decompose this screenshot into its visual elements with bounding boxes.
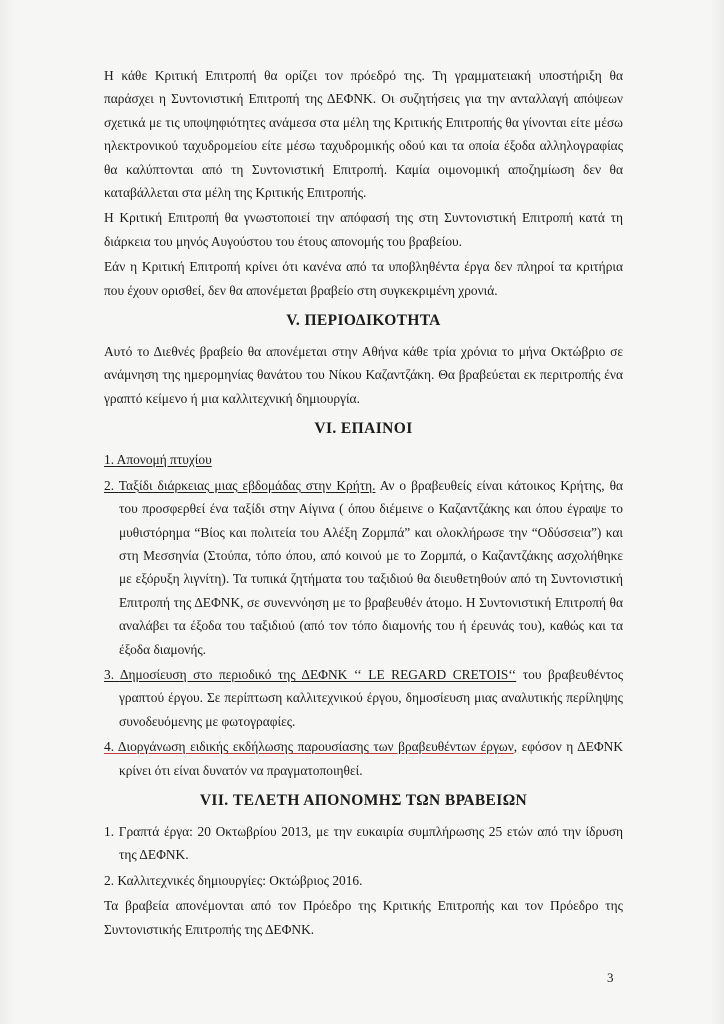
section-vi-heading: VI. ΕΠΑΙΝΟΙ [314, 420, 413, 438]
page-body [104, 64, 623, 943]
award-item-2-head [104, 478, 375, 493]
ceremony-item-2 [104, 869, 623, 892]
award-item-4 [104, 735, 623, 782]
award-item-3 [104, 663, 623, 733]
intro-paragraph-3: Εάν η Κριτική Επιτροπή κρίνει ότι κανένα από τα υποβληθέντα έργα δεν πληροί τα κριτήρια που έχουν ορισθεί, δεν θα απονέμεται βραβείο στη συγκεκριμένη χρονιά. [104, 259, 623, 298]
award-item-1-head [104, 452, 212, 467]
ceremony-item-1 [104, 820, 623, 867]
section-vii-heading: VII. ΤΕΛΕΤΗ ΑΠΟΝΟΜΗΣ ΤΩΝ ΒΡΑΒΕΙΩΝ [199, 791, 528, 809]
award-item-3-text: του βραβευθέντος γραπτού έργου. Σε περίπτωση καλλιτεχνικού έργου, δημοσίευση μιας αναλυτικής περίληψης συνοδευόμενης με φωτογραφίες. [119, 666, 624, 729]
award-item-1-number: 1. [104, 452, 115, 468]
closing-paragraph: Τα βραβεία απονέμονται από τον Πρόεδρο της Κριτικής Επιτροπής και τον Πρόεδρο της Συντονιστικής Επιτροπής της ΔΕΦΝΚ. [104, 898, 623, 937]
award-item-4-number: 4. [104, 739, 115, 755]
intro-paragraph-2: Η Κριτική Επιτροπή θα γνωστοποιεί την απόφασή της στη Συντονιστική Επιτροπή κατά τη διάρκεια του μηνός Αυγούστου του έτους απονομής του βραβείου. [104, 210, 623, 249]
ceremony-item-1-number: 1. [104, 823, 115, 839]
award-item-2-title: Ταξίδι διάρκειας μιας εβδομάδας στην Κρήτη. [118, 477, 376, 493]
award-item-2-number: 2. [104, 477, 115, 493]
ceremony-item-2-text: Καλλιτεχνικές δημιουργίες: Οκτώβριος 2016. [117, 872, 363, 888]
award-item-4-title: Διοργάνωση ειδικής εκδήλωσης παρουσίασης των βραβευθέντων έργων [117, 739, 514, 755]
award-item-2-text: Αν ο βραβευθείς είναι κάτοικος Κρήτης, θα του προσφερθεί ένα ταξίδι στην Αίγινα ( όπου διέμεινε ο Καζαντζάκης και όπου έγραψε το μυθιστόρημα “Βίος και πολιτεία του Αλέξη Ζορμπά” και ολοκλήρωσε την “Οδύσσεια”) και στη Μεσσηνία (Στούπα, τόπο όπου, από κοινού με το Ζορμπά, ο Καζαντζάκης ασχολήθηκε με εξόρυξη λιγνίτη). Τα τυπικά ζητήματα του ταξιδιού θα διευθετηθούν από τη Συντονιστική Επιτροπή της ΔΕΦΝΚ, σε συνεννόηση με το βραβευθέν άτομο. Η Συντονιστική Επιτροπή θα αναλάβει τα έξοδα του ταξιδιού (από τον τόπο διαμονής του ή έρευνάς του), καθώς και τα έξοδα διαμονής. [119, 477, 623, 657]
intro-paragraph-1: Η κάθε Κριτική Επιτροπή θα ορίζει τον πρόεδρό της. Τη γραμματειακή υποστήριξη θα παράσχει η Συντονιστική Επιτροπή της ΔΕΦΝΚ. Οι συζητήσεις για την ανταλλαγή απόψεων σχετικά με τις υποψηφιότητες ανάμεσα στα μέλη της Κριτικής Επιτροπής θα γίνονται είτε μέσω ηλεκτρονικού ταχυδρομείου είτε μέσω ταχυδρομικής οδού και τα οποία έξοδα αλληλογραφίας θα καλύπτονται από τη Συντονιστική Επιτροπή. Καμία οιμονομική αποζημίωση δεν θα καταβάλλεται στα μέλη της Κριτικής Επιτροπής. [104, 68, 623, 201]
section-v-heading: V. ΠΕΡΙΟΔΙΚΟΤΗΤΑ [286, 312, 441, 330]
award-item-3-title: Δημοσίευση στο περιοδικό της ΔΕΦΝΚ ‘‘ LE REGARD CRETOIS‘‘ [119, 666, 517, 682]
page-number: 3 [607, 970, 614, 985]
award-item-4-text: , εφόσον η ΔΕΦΝΚ κρίνει ότι είναι δυνατόν να πραγματοποιηθεί. [119, 739, 624, 778]
award-item-1-title: Απονομή πτυχίου [116, 452, 212, 468]
ceremony-item-1-text: Γραπτά έργα: 20 Οκτωβρίου 2013, με την ευκαιρία συμπλήρωσης 25 ετών από την ίδρυση της ΔΕΦΝΚ. [118, 823, 623, 863]
award-item-2 [104, 474, 623, 661]
section-v-text: Αυτό το Διεθνές βραβείο θα απονέμεται στην Αθήνα κάθε τρία χρόνια το μήνα Οκτώβριο σε ανάμνηση της ημερομηνίας θανάτου του Νίκου Καζαντζάκη. Θα βραβεύεται εκ περιτροπής ένα γραπτό κείμενο ή μια καλλιτεχνική δημιουργία. [104, 344, 623, 406]
award-item-3-head [104, 667, 516, 682]
award-item-4-head [104, 739, 514, 754]
award-item-1 [104, 448, 623, 471]
award-item-3-number: 3. [104, 666, 115, 682]
ceremony-item-2-number: 2. [104, 872, 115, 888]
